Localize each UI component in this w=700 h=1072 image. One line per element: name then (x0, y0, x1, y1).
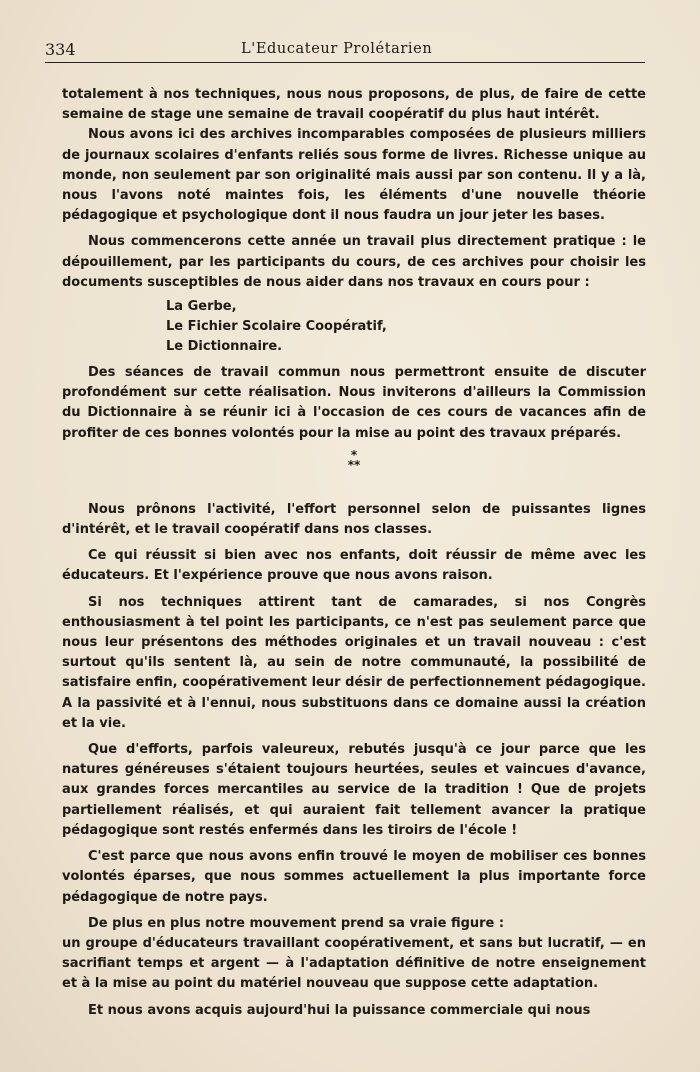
paragraph: De plus en plus notre mouvement prend sa vraie figure : (88, 915, 505, 931)
list-item: Le Fichier Scolaire Coopératif, (166, 319, 387, 335)
separator-stars: ** (347, 457, 361, 472)
running-title: L'Educateur Prolétarien (241, 41, 433, 57)
page-header (45, 38, 645, 63)
paragraph: C'est parce que nous avons enfin trouvé le moyen de mobiliser ces bonnes volontés éparses, que nous sommes actuellement la plus importante force pédagogique de notre pays. (62, 849, 646, 905)
paragraph: Des séances de travail commun nous permettront ensuite de discuter profondément sur cette réalisation. Nous inviterons d'ailleurs la Commission du Dictionnaire à se réunir ici à l'occasion de ces cours de vacances afin de profiter de ces bonnes volontés pour la mise au point des travaux préparés. (62, 365, 646, 441)
paragraph: totalement à nos techniques, nous nous proposons, de plus, de faire de cette semaine de stage une semaine de travail coopératif du plus haut intérêt. (62, 87, 646, 123)
paragraph: Nous prônons l'activité, l'effort personnel selon de puissantes lignes d'intérêt, et le travail coopératif dans nos classes. (62, 501, 646, 538)
project-list (166, 297, 646, 357)
page-number: 334 (45, 40, 76, 59)
separator-star: * (350, 447, 358, 462)
section-separator (62, 447, 646, 472)
paragraph: Nous commencerons cette année un travail plus directement pratique : le dépouillement, par les participants du cours, de ces archives pour choisir les documents susceptibles de nous aider dans nos travaux en cours pour : (62, 234, 646, 290)
paragraph: Ce qui réussit si bien avec nos enfants, doit réussir de même avec les éducateurs. Et l'expérience prouve que nous avons raison. (62, 548, 646, 584)
paragraph: Nous avons ici des archives incomparables composées de plusieurs milliers de journaux scolaires d'enfants reliés sous forme de livres. Richesse unique au monde, non seulement par son originalité mais aussi par son contenu. Il y a là, nous l'avons noté maintes fois, les éléments d'une nouvelle théorie pédagogique et psychologique dont il nous faudra un jour jeter les bases. (62, 127, 646, 224)
block-quote: un groupe d'éducateurs travaillant coopérativement, et sans but lucratif, — en sacrifiant temps et argent — à l'adaptation définitive de notre enseignement et à la mise au point du matériel nouveau que suppose cette adaptation. (62, 935, 646, 992)
list-item: Le Dictionnaire. (166, 339, 283, 355)
article-body (62, 85, 646, 1021)
list-item: La Gerbe, (166, 299, 237, 315)
paragraph: Si nos techniques attirent tant de camarades, si nos Congrès enthousiasment à tel point les participants, ce n'est pas seulement parce que nous leur présentons des méthodes originales et un travail nouveau : c'est surtout qu'ils sentent là, au sein de notre communauté, la possibilité de satisfaire enfin, coopérativement leur désir de perfectionnement pédagogique. A la passivité et à l'ennui, nous substituons dans ce domaine aussi la création et la vie. (62, 594, 646, 731)
paragraph: Que d'efforts, parfois valeureux, rebutés jusqu'à ce jour parce que les natures généreuses s'étaient toujours heurtées, seules et vaincues d'avance, aux grandes forces mercantiles au service de la tradition ! Que de projets partiellement réalisés, et qui auraient fait tellement avancer la pratique pédagogique sont restés enfermés dans les tiroirs de l'école ! (62, 742, 646, 838)
paragraph: Et nous avons acquis aujourd'hui la puissance commerciale qui nous (88, 1002, 591, 1018)
